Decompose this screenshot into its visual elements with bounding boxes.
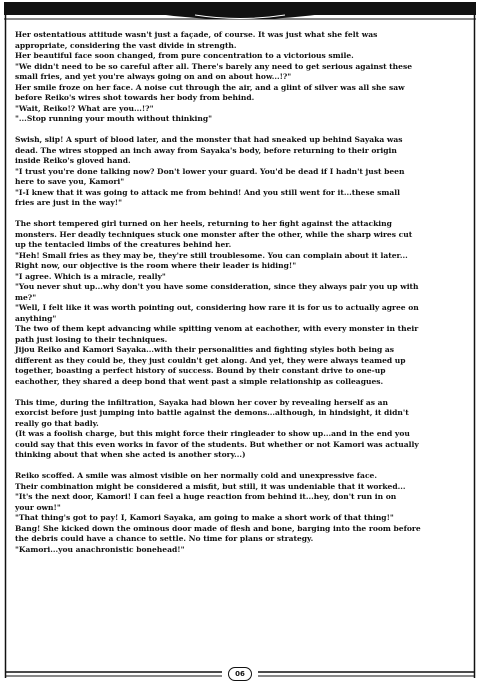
text-line: the debris could have a chance to settle. No time for plans or strategy. xyxy=(15,534,314,543)
text-line: "I-I knew that it was going to attack me from behind! And you still went for it...these small xyxy=(15,187,401,197)
text-line: monsters. Her deadly techniques stuck one monster after the other, while the sharp wires cut xyxy=(15,229,413,239)
text-line: Right now, our objective is the room where their leader is hiding!" xyxy=(15,261,297,270)
text-line: inside Reiko's gloved hand. xyxy=(15,156,131,165)
text-line: small fries, and yet you're always going on and on about how...!?" xyxy=(15,72,292,81)
text-line: "Heh! Small fries as they may be, they're still troublesome. You can complain about it later... xyxy=(15,250,408,260)
text-line: here to save you, Kamori" xyxy=(15,177,125,186)
text-line: Bang! She kicked down the ominous door made of flesh and bone, barging into the room before xyxy=(15,523,421,533)
text-line: exorcist before just jumping into battle against the demons...although, in hindsight, it didn't xyxy=(15,408,409,417)
text-line: "Kamori...you anachronistic bonehead!" xyxy=(15,544,185,554)
paragraph xyxy=(15,219,467,387)
text-line: This time, during the infiltration, Sayaka had blown her cover by revealing herself as an xyxy=(15,397,389,407)
text-line: Her ostentatious attitude wasn't just a façade, of course. It was just what she felt was xyxy=(15,30,378,39)
text-line: before Reiko's wires shot towards her body from behind. xyxy=(15,93,255,102)
text-line: "You never shut up...why don't you have some consideration, since they always pair you up with xyxy=(15,282,419,291)
text-line: "It's the next door, Kamori! I can feel a huge reaction from behind it...hey, don't run in on xyxy=(15,492,397,501)
paragraph xyxy=(15,30,467,125)
text-line: "I trust you're done talking now? Don't lower your guard. You'd be dead if I hadn't just been xyxy=(15,166,405,176)
text-line: eachother, they shared a deep bond that went past a simple relationship as colleagues. xyxy=(15,376,384,386)
text-line: "Wait, Reiko!? What are you...!?" xyxy=(15,103,154,113)
text-line: Jijou Reiko and Kamori Sayaka...with their personalities and fighting styles both being as xyxy=(15,345,394,354)
text-line: dead. The wires stopped an inch away from Sayaka's body, before returning to their origin xyxy=(15,145,397,155)
text-line: me?" xyxy=(15,292,37,302)
page-number: 06 xyxy=(228,667,252,681)
top-banner-ornament xyxy=(4,2,476,20)
text-line: really go that badly. xyxy=(15,418,99,428)
text-line: Their combination might be considered a misfit, but still, it was undeniable that it worked... xyxy=(15,481,406,491)
text-line: fries are just in the way!" xyxy=(15,198,123,207)
text-line: up the tentacled limbs of the creatures behind her. xyxy=(15,240,232,249)
paragraph xyxy=(15,135,467,209)
text-line: Swish, slip! A spurt of blood later, and the monster that had sneaked up behind Sayaka was xyxy=(15,135,403,144)
text-line: "Well, I felt like it was worth pointing out, considering how rare it is for us to actually agree on xyxy=(15,303,419,312)
text-line: Her smile froze on her face. A noise cut through the air, and a glint of silver was all she saw xyxy=(15,82,405,92)
text-line: Reiko scoffed. A smile was almost visible on her normally cold and unexpressive face. xyxy=(15,471,377,480)
text-line: appropriate, considering the vast divide in strength. xyxy=(15,40,237,50)
text-line: "That thing's got to pay! I, Kamori Sayaka, am going to make a short work of that thing!" xyxy=(15,513,394,522)
text-line: The two of them kept advancing while spitting venom at eachother, with every monster in their xyxy=(15,324,419,333)
paragraph xyxy=(15,398,467,461)
body-text xyxy=(15,30,467,566)
text-line: Her beautiful face soon changed, from pure concentration to a victorious smile. xyxy=(15,51,354,60)
text-line: thinking about that when she acted is another story...) xyxy=(15,450,246,459)
text-line: path just losing to their techniques. xyxy=(15,334,168,344)
paragraph xyxy=(15,471,467,555)
text-line: your own!" xyxy=(15,502,61,512)
text-line: anything" xyxy=(15,313,57,323)
text-line: "...Stop running your mouth without thinking" xyxy=(15,114,213,123)
text-line: together, boasting a perfect history of success. Bound by their constant drive to one-up xyxy=(15,366,386,375)
text-line: The short tempered girl turned on her heels, returning to her fight against the attacking xyxy=(15,219,392,228)
text-line: "I agree. Which is a miracle, really" xyxy=(15,271,166,281)
text-line: different as they could be, they just couldn't get along. And yet, they were always teamed up xyxy=(15,355,406,365)
text-line: "We didn't need to be so careful after all. There's barely any need to get serious against these xyxy=(15,61,413,71)
text-line: could say that this even works in favor of the students. But whether or not Kamori was actually xyxy=(15,439,419,449)
text-line: (It was a foolish charge, but this might force their ringleader to show up...and in the end you xyxy=(15,429,410,438)
